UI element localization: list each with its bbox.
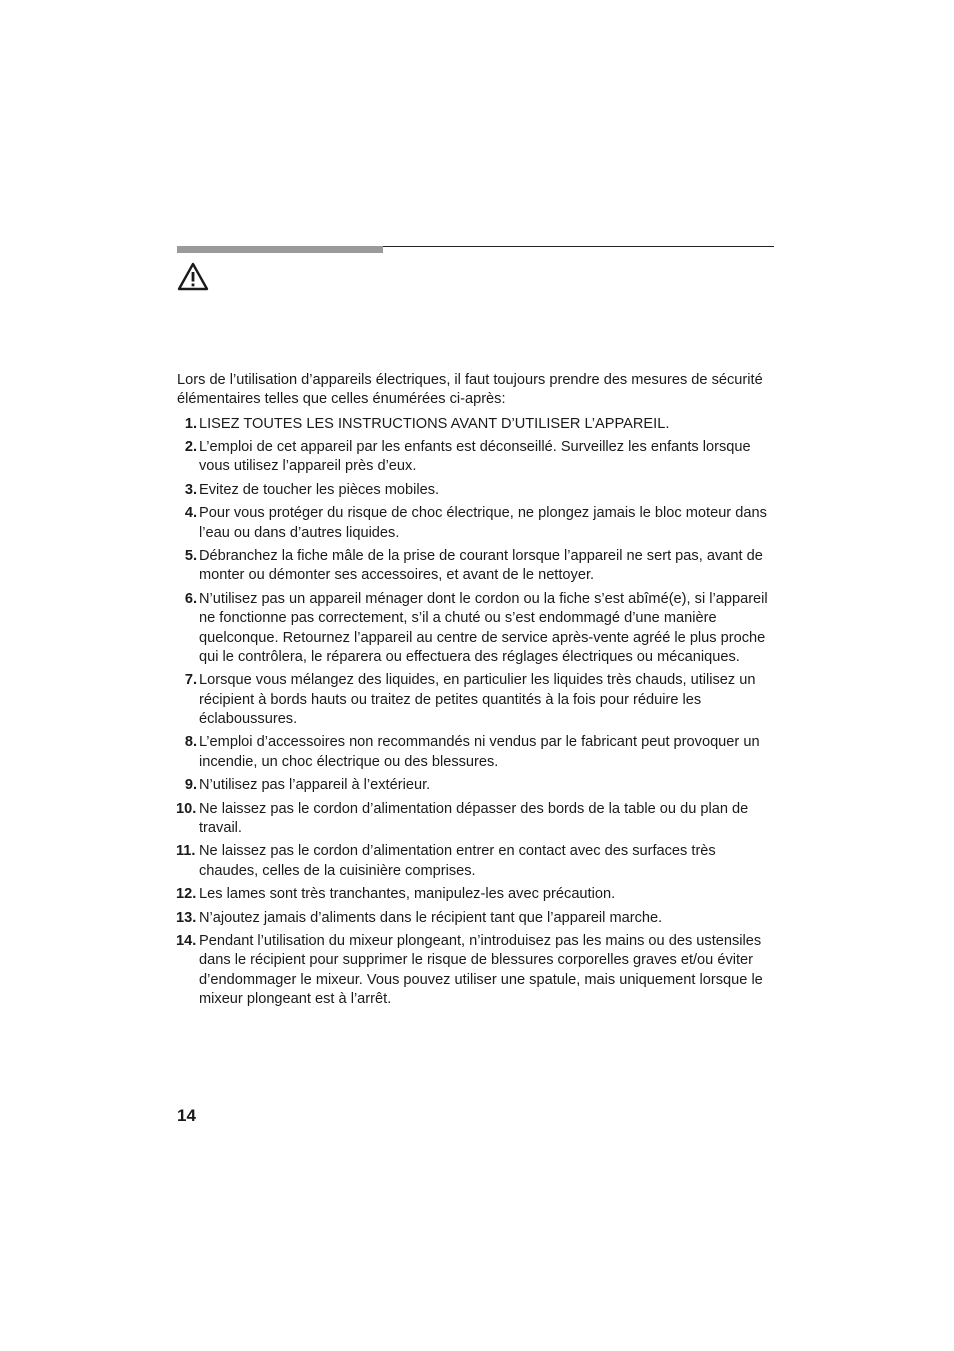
item-text: Evitez de toucher les pièces mobiles. (199, 481, 440, 498)
item-number: 4. (184, 505, 197, 522)
item-text: L’emploi d’accessoires non recommandés ni vendus par le fabricant peut provoquer un incendie, un choc électrique ou des blessures. (199, 734, 760, 770)
list-item (177, 481, 777, 500)
item-text: N’ajoutez jamais d’aliments dans le récipient tant que l’appareil marche. (199, 909, 663, 926)
warning-triangle-icon (177, 262, 209, 291)
item-number: 5. (184, 548, 197, 565)
item-number: 12. (176, 886, 197, 903)
item-number: 7. (184, 672, 197, 689)
item-text: N’utilisez pas un appareil ménager dont le cordon ou la fiche s’est abîmé(e), si l’appareil ne fonctionne pas correctement, s’il a chuté ou s’est endommagé d’une manière quelconque. Retournez l’appareil au centre de service après-vente agréé le plus proche qui le contrôlera, le réparera ou effectuera des réglages électriques ou mécaniques. (199, 590, 768, 665)
item-text: N’utilisez pas l’appareil à l’extérieur. (199, 777, 431, 794)
item-number: 8. (184, 734, 197, 751)
list-item (177, 504, 777, 543)
intro-paragraph: Lors de l’utilisation d’appareils électriques, il faut toujours prendre des mesures de sécurité élémentaires telles que celles énumérées ci-après: (177, 372, 763, 408)
item-number: 11. (176, 843, 196, 860)
list-item (177, 415, 777, 434)
list-item (177, 885, 777, 904)
item-number: 10. (176, 800, 197, 817)
safety-instructions (177, 371, 777, 1014)
item-text: Pendant l’utilisation du mixeur plongeant, n’introduisez pas les mains ou des ustensiles dans le récipient pour supprimer le risque de blessures corporelles graves et/ou éviter d’endommager le mixeur. Vous pouvez utiliser une spatule, mais uniquement lorsque le mixeur plongeant est à l’arrêt. (199, 933, 763, 1008)
item-number: 14. (176, 933, 197, 950)
list-item (177, 776, 777, 795)
safety-list (177, 415, 777, 1010)
item-text: Les lames sont très tranchantes, manipulez-les avec précaution. (199, 886, 616, 903)
item-text: Lorsque vous mélangez des liquides, en particulier les liquides très chauds, utilisez un récipient à bords hauts ou traitez de petites quantités à la fois pour réduire les éclaboussures. (199, 672, 756, 727)
list-item (177, 733, 777, 772)
item-number: 9. (184, 777, 197, 794)
item-text: Pour vous protéger du risque de choc électrique, ne plongez jamais le bloc moteur dans l’eau ou dans d’autres liquides. (199, 505, 767, 541)
list-item (177, 842, 777, 881)
item-number: 2. (184, 439, 197, 456)
item-text: Ne laissez pas le cordon d’alimentation dépasser des bords de la table ou du plan de travail. (199, 800, 749, 836)
header-accent-bar (177, 246, 383, 253)
item-number: 13. (176, 909, 197, 926)
list-item (177, 671, 777, 729)
item-number: 1. (184, 415, 197, 432)
item-number: 3. (184, 481, 197, 498)
list-item (177, 800, 777, 839)
page-number: 14 (177, 1106, 196, 1125)
item-text: Débranchez la fiche mâle de la prise de courant lorsque l’appareil ne sert pas, avant de monter ou démonter ses accessoires, et avant de le nettoyer. (199, 548, 763, 584)
list-item (177, 932, 777, 1009)
list-item (177, 547, 777, 586)
list-item (177, 590, 777, 667)
item-text: Ne laissez pas le cordon d’alimentation entrer en contact avec des surfaces très chaudes, celles de la cuisinière comprises. (199, 843, 716, 879)
item-text: L’emploi de cet appareil par les enfants est déconseillé. Surveillez les enfants lorsque vous utilisez l’appareil près d’eux. (199, 439, 751, 475)
item-number: 6. (184, 590, 197, 607)
list-item (177, 909, 777, 928)
item-text: LISEZ TOUTES LES INSTRUCTIONS AVANT D’UTILISER L’APPAREIL. (199, 415, 670, 432)
list-item (177, 438, 777, 477)
